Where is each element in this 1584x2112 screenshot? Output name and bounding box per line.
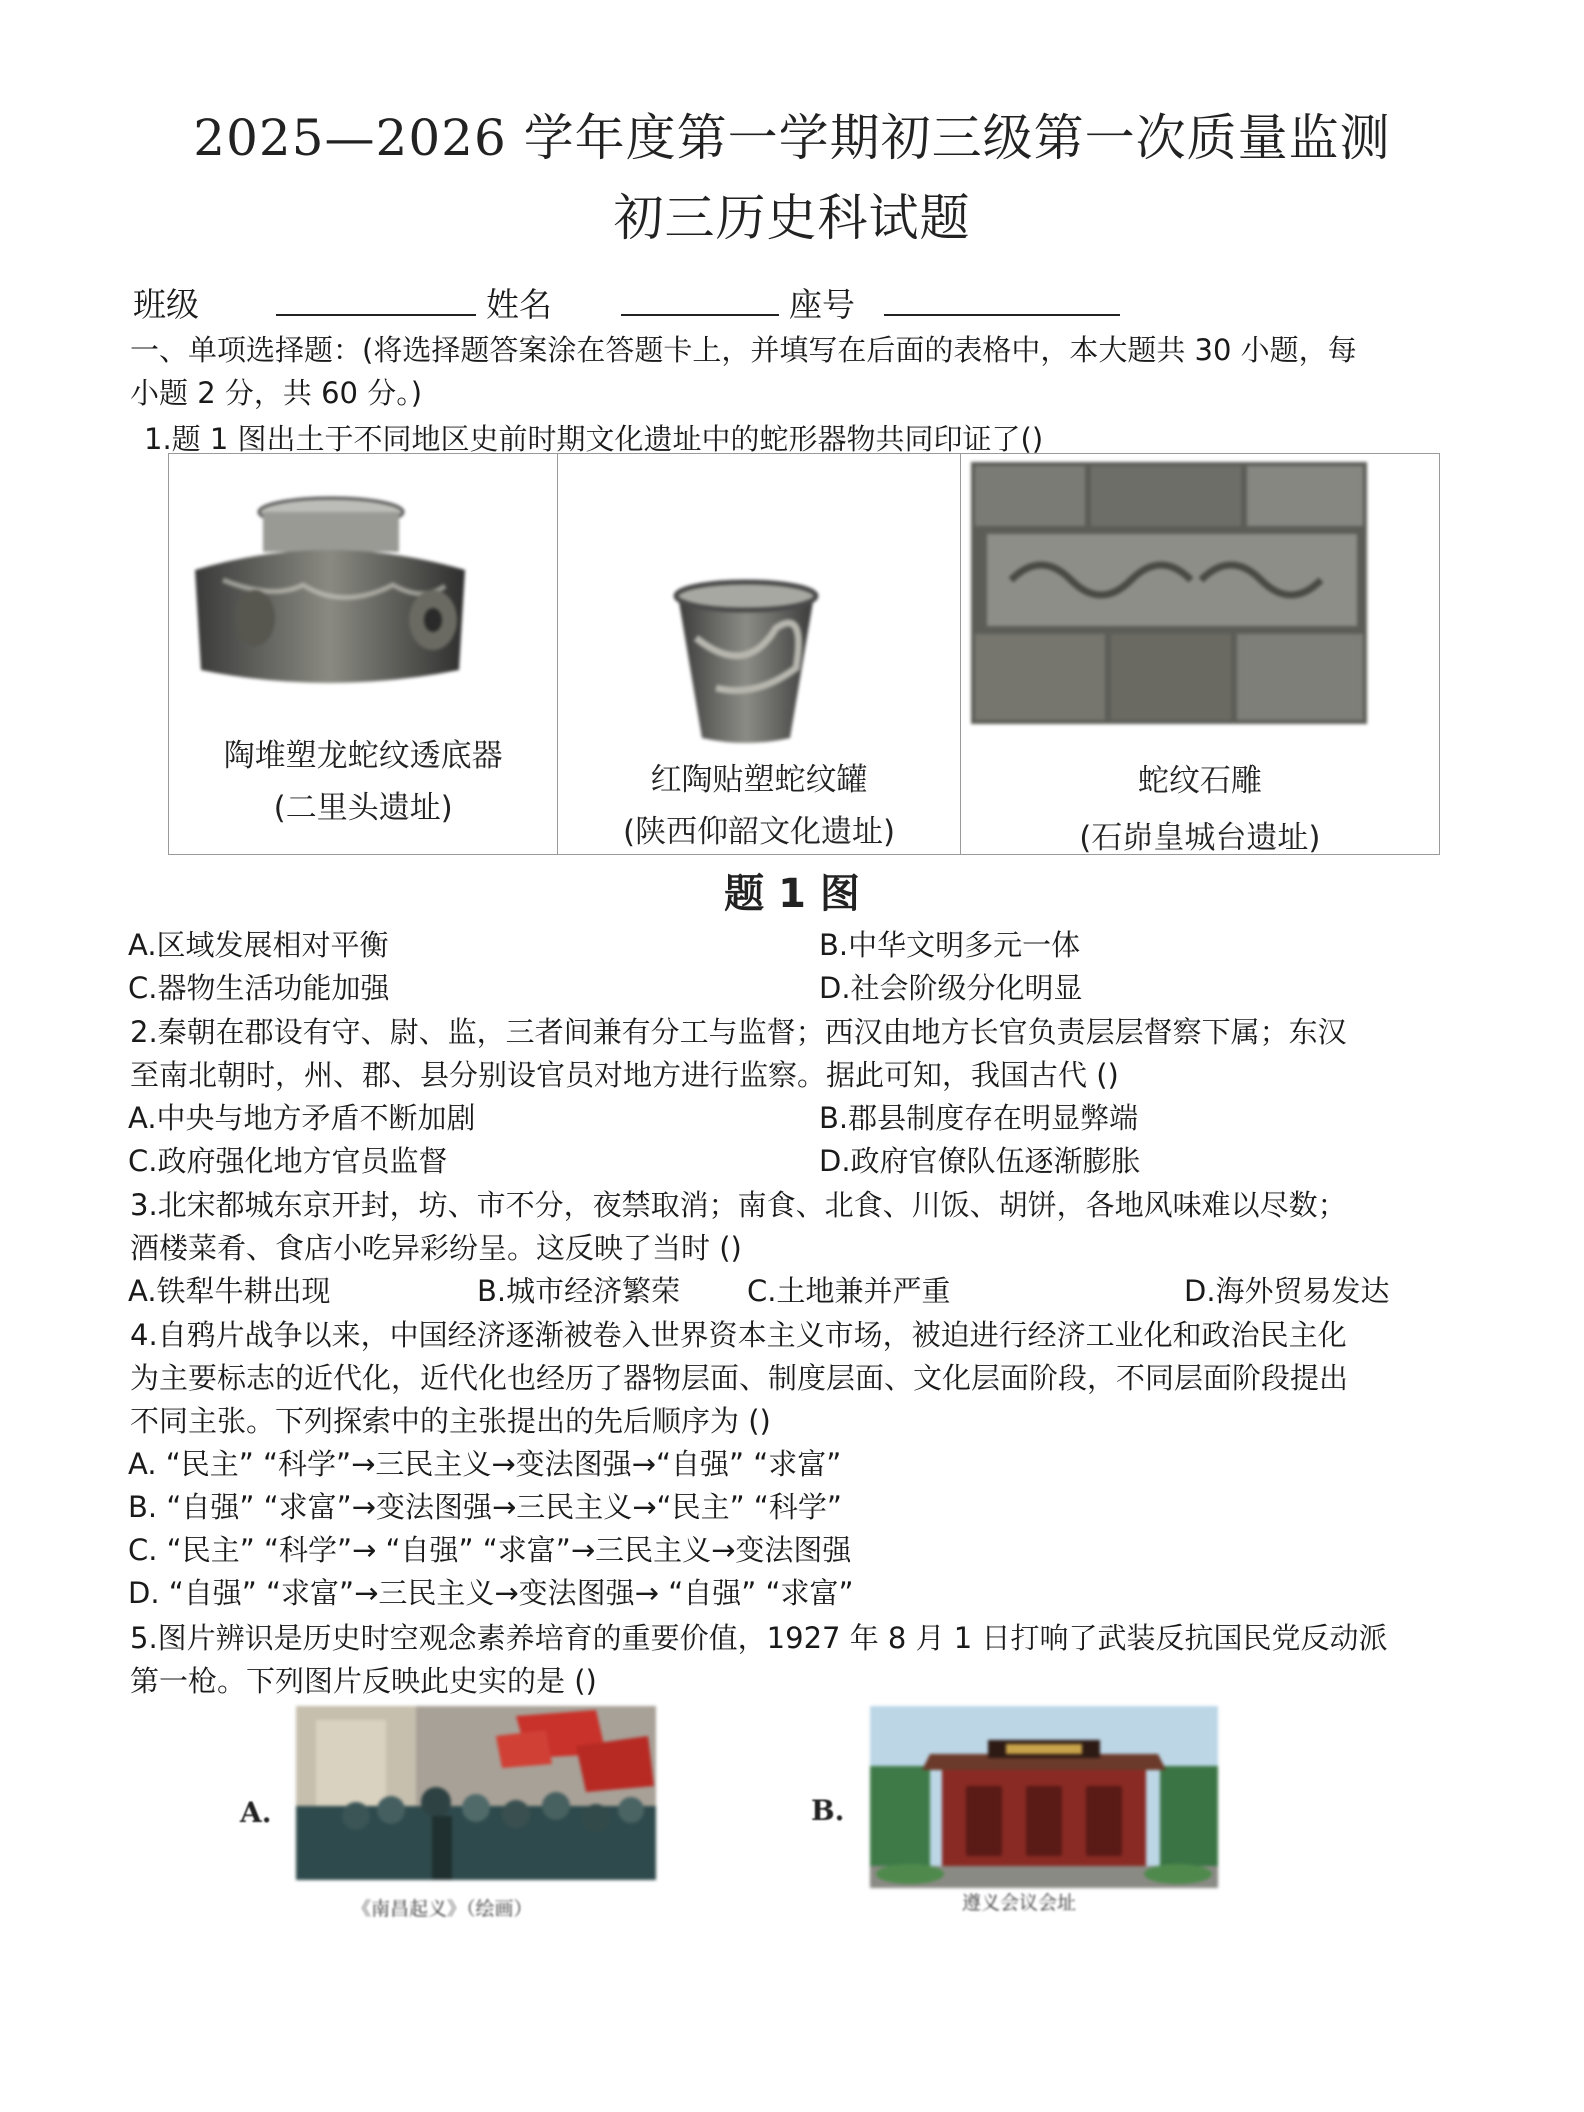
q1-item1-name: 陶堆塑龙蛇纹透底器 [223,738,503,774]
q2-option-d[interactable]: D.政府官僚队伍逐渐膨胀 [819,1144,1141,1178]
q1-stem: 1.题 1 图出土于不同地区史前时期文化遗址中的蛇形器物共同印证了() [144,422,1044,456]
q2-option-a[interactable]: A.中央与地方矛盾不断加剧 [128,1101,476,1135]
q2-option-b[interactable]: B.郡县制度存在明显弊端 [819,1101,1139,1135]
red-pottery-jar-image [656,568,836,748]
q4-option-b[interactable]: B. “自强” “求富”→变法图强→三民主义→“民主” “科学” [128,1490,842,1524]
q1-option-c[interactable]: C.器物生活功能加强 [128,971,390,1005]
q5-picture-a-caption: 《南昌起义》（绘画） [352,1898,533,1920]
q1-option-a[interactable]: A.区域发展相对平衡 [128,928,389,962]
class-label: 班级 [133,285,199,324]
q4-stem-line2: 为主要标志的近代化，近代化也经历了器物层面、制度层面、文化层面阶段，不同层面阶段提出 [130,1361,1349,1395]
q5-stem-line1: 5.图片辨识是历史时空观念素养培育的重要价值，1927 年 8 月 1 日打响了武装反抗国民党反动派 [130,1621,1388,1655]
q1-figure-cell [961,454,1439,854]
section-heading-line1: 一、单项选择题：(将选择题答案涂在答题卡上，并填写在后面的表格中，本大题共 30 小题，每 [130,333,1357,367]
q4-option-a[interactable]: A. “民主” “科学”→三民主义→变法图强→“自强” “求富” [128,1447,842,1481]
nanchang-uprising-painting[interactable] [296,1706,656,1880]
q2-option-c[interactable]: C.政府强化地方官员监督 [128,1144,448,1178]
q1-figure-cell [169,454,558,854]
q4-option-c[interactable]: C. “民主” “科学”→ “自强” “求富”→三民主义→变法图强 [128,1533,852,1567]
q3-option-b[interactable]: B.城市经济繁荣 [477,1274,681,1308]
seat-label: 座号 [789,285,855,324]
q4-option-d[interactable]: D. “自强” “求富”→三民主义→变法图强→ “自强” “求富” [128,1576,854,1610]
q4-stem-line3: 不同主张。下列探索中的主张提出的先后顺序为 () [130,1404,771,1438]
q1-item1-site: (二里头遗址) [273,790,453,826]
q1-option-d[interactable]: D.社会阶级分化明显 [819,971,1083,1005]
seat-field[interactable] [884,284,1120,316]
pottery-vessel-image [183,490,473,690]
name-label: 姓名 [486,285,552,324]
q1-item3-site: (石峁皇城台遗址) [1079,820,1321,856]
q2-stem-line2: 至南北朝时，州、郡、县分别设官员对地方进行监察。据此可知，我国古代 () [130,1058,1119,1092]
q3-stem-line2: 酒楼菜肴、食店小吃异彩纷呈。这反映了当时 () [130,1231,742,1265]
name-field[interactable] [621,284,779,316]
q1-figure-table [168,453,1440,855]
q1-figure-cell [558,454,960,854]
q5-picture-a-label[interactable]: A. [240,1796,272,1829]
q1-figure-caption: 题 1 图 [724,871,860,917]
q2-stem-line1: 2.秦朝在郡设有守、尉、监，三者间兼有分工与监督；西汉由地方长官负责层层督察下属；东汉 [130,1015,1347,1049]
q1-item3-name: 蛇纹石雕 [1137,763,1262,799]
q1-item2-name: 红陶贴塑蛇纹罐 [650,762,868,798]
q5-stem-line2: 第一枪。下列图片反映此史实的是 () [130,1664,597,1698]
zunyi-meeting-site-photo[interactable] [870,1706,1218,1888]
exam-title: 2025—2026 学年度第一学期初三级第一次质量监测 [193,109,1391,167]
q3-option-d[interactable]: D.海外贸易发达 [1184,1274,1390,1308]
stone-carving-image [971,462,1367,724]
q3-stem-line1: 3.北宋都城东京开封，坊、市不分，夜禁取消；南食、北食、川饭、胡饼，各地风味难以尽数； [130,1188,1347,1222]
exam-subtitle: 初三历史科试题 [613,189,971,247]
q1-option-b[interactable]: B.中华文明多元一体 [819,928,1081,962]
q3-option-c[interactable]: C.土地兼并严重 [747,1274,951,1308]
section-heading-line2: 小题 2 分，共 60 分。) [130,376,423,410]
q5-picture-b-caption: 遵义会议会址 [962,1892,1077,1914]
class-field[interactable] [276,284,476,316]
student-info-row [133,279,1120,326]
q4-stem-line1: 4.自鸦片战争以来，中国经济逐渐被卷入世界资本主义市场，被迫进行经济工业化和政治民主化 [130,1318,1347,1352]
q3-option-a[interactable]: A.铁犁牛耕出现 [128,1274,331,1308]
q1-item2-site: (陕西仰韶文化遗址) [622,814,896,850]
q5-picture-b-label[interactable]: B. [811,1794,845,1827]
